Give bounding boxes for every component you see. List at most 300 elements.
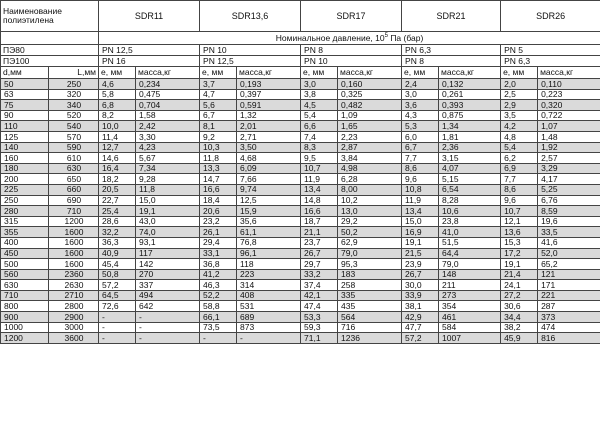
cell-sdr26-mass: 2,57 [538, 153, 600, 164]
cell-sdr13-6-mass: 76,8 [237, 237, 301, 248]
cell-sdr17-mass: 29,2 [338, 216, 402, 227]
cell-sdr13-6-e: 41,2 [200, 269, 237, 280]
cell-sdr13-6-e: 10,3 [200, 142, 237, 153]
cell-l: 590 [49, 142, 99, 153]
cell-d: 900 [1, 312, 49, 323]
cell-sdr26-e: 10,7 [501, 206, 538, 217]
e-header-sdr17: e, мм [301, 67, 338, 79]
cell-sdr21-mass: 51,5 [439, 237, 501, 248]
cell-sdr13-6-mass: 873 [237, 322, 301, 333]
cell-sdr13-6-mass: 314 [237, 280, 301, 291]
cell-sdr21-mass: 1,81 [439, 131, 501, 142]
cell-sdr21-e: 3,6 [402, 100, 439, 111]
cell-sdr13-6-e: 6,7 [200, 110, 237, 121]
cell-l: 2800 [49, 301, 99, 312]
table-row [1, 312, 600, 323]
cell-sdr17-e: 29,7 [301, 259, 338, 270]
table-row [1, 121, 600, 132]
cell-d: 630 [1, 280, 49, 291]
cell-sdr11-e: 40,9 [99, 248, 136, 259]
cell-sdr21-mass: 211 [439, 280, 501, 291]
cell-d: 315 [1, 216, 49, 227]
cell-sdr26-mass: 816 [538, 333, 600, 344]
cell-sdr21-e: 5,3 [402, 121, 439, 132]
cell-sdr21-e: 7,7 [402, 153, 439, 164]
e-header-sdr26: e, мм [501, 67, 538, 79]
cell-sdr13-6-mass: 9,74 [237, 184, 301, 195]
table-row [1, 163, 600, 174]
cell-sdr11-mass: 93,1 [136, 237, 200, 248]
cell-sdr26-e: 24,1 [501, 280, 538, 291]
cell-sdr13-6-e: 14,7 [200, 174, 237, 185]
table-row [1, 142, 600, 153]
pe80-pn-sdr11: PN 12,5 [99, 45, 200, 56]
cell-d: 280 [1, 206, 49, 217]
cell-l: 1600 [49, 259, 99, 270]
table-row [1, 216, 600, 227]
cell-sdr21-mass: 4,07 [439, 163, 501, 174]
table-row [1, 280, 600, 291]
cell-sdr21-mass: 0,132 [439, 79, 501, 90]
cell-l: 710 [49, 206, 99, 217]
cell-sdr11-mass: 642 [136, 301, 200, 312]
cell-sdr26-e: 3,5 [501, 110, 538, 121]
cell-sdr13-6-e: 3,7 [200, 79, 237, 90]
cell-sdr11-mass: 5,67 [136, 153, 200, 164]
cell-sdr17-e: 16,6 [301, 206, 338, 217]
cell-l: 690 [49, 195, 99, 206]
sdr26-header: SDR26 [501, 1, 600, 32]
cell-sdr11-e: 25,4 [99, 206, 136, 217]
cell-sdr17-mass: 1,09 [338, 110, 402, 121]
cell-sdr11-e: 20,5 [99, 184, 136, 195]
cell-l: 2710 [49, 290, 99, 301]
cell-sdr21-e: 11,9 [402, 195, 439, 206]
cell-sdr13-6-e: 4,7 [200, 89, 237, 100]
pe80-pn-sdr21: PN 6,3 [402, 45, 501, 56]
cell-l: 1600 [49, 237, 99, 248]
cell-sdr11-e: 12,7 [99, 142, 136, 153]
pe100-pn-sdr21: PN 8 [402, 56, 501, 67]
cell-sdr13-6-mass: 1,32 [237, 110, 301, 121]
cell-sdr26-mass: 1,48 [538, 131, 600, 142]
mass-header-sdr21: масса,кг [439, 67, 501, 79]
cell-sdr26-mass: 121 [538, 269, 600, 280]
cell-l: 2900 [49, 312, 99, 323]
pe100-pn-sdr26: PN 6,3 [501, 56, 600, 67]
cell-sdr21-mass: 6,54 [439, 184, 501, 195]
cell-sdr21-mass: 148 [439, 269, 501, 280]
cell-sdr13-6-mass: - [237, 333, 301, 344]
cell-sdr17-e: 26,7 [301, 248, 338, 259]
table-row [1, 110, 600, 121]
cell-sdr17-mass: 6,28 [338, 174, 402, 185]
cell-sdr21-e: 19,1 [402, 237, 439, 248]
cell-sdr17-mass: 716 [338, 322, 402, 333]
cell-sdr26-e: 17,2 [501, 248, 538, 259]
cell-sdr17-mass: 335 [338, 290, 402, 301]
cell-sdr21-e: 15,0 [402, 216, 439, 227]
cell-l: 520 [49, 110, 99, 121]
cell-sdr11-mass: 9,28 [136, 174, 200, 185]
table-row [1, 174, 600, 185]
cell-sdr11-mass: 74,0 [136, 227, 200, 238]
cell-sdr17-e: 71,1 [301, 333, 338, 344]
cell-sdr26-e: 6,2 [501, 153, 538, 164]
cell-sdr11-mass: 1,58 [136, 110, 200, 121]
cell-sdr21-e: 10,8 [402, 184, 439, 195]
cell-sdr26-e: 8,6 [501, 184, 538, 195]
cell-sdr26-mass: 3,29 [538, 163, 600, 174]
cell-sdr26-e: 4,8 [501, 131, 538, 142]
cell-d: 355 [1, 227, 49, 238]
cell-sdr13-6-e: 23,2 [200, 216, 237, 227]
cell-sdr21-mass: 64,4 [439, 248, 501, 259]
cell-sdr26-e: 34,4 [501, 312, 538, 323]
cell-sdr21-mass: 23,8 [439, 216, 501, 227]
cell-sdr11-e: 14,6 [99, 153, 136, 164]
cell-sdr11-e: 8,2 [99, 110, 136, 121]
cell-sdr13-6-e: 66,1 [200, 312, 237, 323]
cell-d: 125 [1, 131, 49, 142]
cell-sdr26-e: 27,2 [501, 290, 538, 301]
cell-d: 200 [1, 174, 49, 185]
cell-sdr21-mass: 584 [439, 322, 501, 333]
sdr17-header: SDR17 [301, 1, 402, 32]
cell-sdr13-6-mass: 35,6 [237, 216, 301, 227]
table-row [1, 89, 600, 100]
cell-sdr21-e: 30,0 [402, 280, 439, 291]
cell-sdr21-e: 2,4 [402, 79, 439, 90]
cell-sdr26-mass: 0,223 [538, 89, 600, 100]
cell-sdr21-e: 6,7 [402, 142, 439, 153]
sdr11-header: SDR11 [99, 1, 200, 32]
cell-l: 660 [49, 184, 99, 195]
cell-sdr21-e: 57,2 [402, 333, 439, 344]
cell-sdr13-6-mass: 0,397 [237, 89, 301, 100]
cell-sdr13-6-mass: 689 [237, 312, 301, 323]
cell-l: 540 [49, 121, 99, 132]
cell-d: 800 [1, 301, 49, 312]
cell-sdr17-e: 13,4 [301, 184, 338, 195]
cell-sdr26-e: 6,9 [501, 163, 538, 174]
cell-sdr11-mass: 19,1 [136, 206, 200, 217]
cell-sdr13-6-e: 18,4 [200, 195, 237, 206]
cell-sdr17-mass: 3,84 [338, 153, 402, 164]
cell-d: 400 [1, 237, 49, 248]
cell-sdr11-e: 6,8 [99, 100, 136, 111]
cell-sdr21-mass: 1007 [439, 333, 501, 344]
cell-sdr13-6-mass: 4,68 [237, 153, 301, 164]
e-header-sdr11: e, мм [99, 67, 136, 79]
nominal-pressure-blank [1, 32, 99, 45]
cell-d: 710 [1, 290, 49, 301]
cell-sdr13-6-e: 13,3 [200, 163, 237, 174]
cell-l: 570 [49, 131, 99, 142]
table-row [1, 195, 600, 206]
cell-sdr17-e: 53,3 [301, 312, 338, 323]
nominal-pressure-label: Номинальное давление, $10^5$ Па (бар) [99, 32, 600, 45]
cell-sdr17-e: 18,7 [301, 216, 338, 227]
table-row [1, 269, 600, 280]
cell-sdr13-6-e: 9,2 [200, 131, 237, 142]
cell-sdr26-mass: 474 [538, 322, 600, 333]
cell-l: 650 [49, 174, 99, 185]
cell-sdr21-e: 16,9 [402, 227, 439, 238]
cell-sdr17-e: 10,7 [301, 163, 338, 174]
table-row [1, 131, 600, 142]
cell-sdr11-e: 22,7 [99, 195, 136, 206]
cell-sdr11-mass: - [136, 333, 200, 344]
cell-sdr13-6-mass: 408 [237, 290, 301, 301]
cell-sdr11-e: 16,4 [99, 163, 136, 174]
cell-sdr21-e: 8,6 [402, 163, 439, 174]
cell-d: 450 [1, 248, 49, 259]
cell-sdr21-e: 4,3 [402, 110, 439, 121]
cell-sdr11-e: 72,6 [99, 301, 136, 312]
l-header: L,мм [49, 67, 99, 79]
cell-sdr21-mass: 10,6 [439, 206, 501, 217]
cell-sdr26-mass: 0,320 [538, 100, 600, 111]
cell-sdr21-mass: 0,393 [439, 100, 501, 111]
cell-sdr13-6-e: 26,1 [200, 227, 237, 238]
cell-sdr26-e: 38,2 [501, 322, 538, 333]
cell-sdr17-e: 59,3 [301, 322, 338, 333]
cell-sdr11-e: - [99, 333, 136, 344]
cell-sdr17-mass: 1,65 [338, 121, 402, 132]
cell-sdr21-mass: 79,0 [439, 259, 501, 270]
cell-l: 320 [49, 89, 99, 100]
cell-sdr11-mass: 7,34 [136, 163, 200, 174]
cell-sdr17-mass: 8,00 [338, 184, 402, 195]
cell-sdr11-mass: 117 [136, 248, 200, 259]
cell-sdr21-mass: 354 [439, 301, 501, 312]
cell-sdr11-mass: 3,30 [136, 131, 200, 142]
cell-sdr13-6-e: 58,8 [200, 301, 237, 312]
cell-sdr11-mass: 0,475 [136, 89, 200, 100]
cell-d: 90 [1, 110, 49, 121]
sdr21-header: SDR21 [402, 1, 501, 32]
cell-sdr26-e: 5,4 [501, 142, 538, 153]
cell-sdr11-mass: 0,704 [136, 100, 200, 111]
cell-sdr26-e: 45,9 [501, 333, 538, 344]
cell-sdr17-mass: 0,160 [338, 79, 402, 90]
cell-d: 500 [1, 259, 49, 270]
cell-sdr11-e: - [99, 322, 136, 333]
cell-sdr21-e: 23,9 [402, 259, 439, 270]
cell-sdr26-e: 4,2 [501, 121, 538, 132]
cell-sdr21-mass: 3,15 [439, 153, 501, 164]
pe80-pn-sdr26: PN 5 [501, 45, 600, 56]
cell-sdr13-6-e: 36,8 [200, 259, 237, 270]
cell-sdr21-e: 3,0 [402, 89, 439, 100]
cell-d: 140 [1, 142, 49, 153]
cell-sdr13-6-e: 29,4 [200, 237, 237, 248]
cell-d: 560 [1, 269, 49, 280]
cell-sdr26-e: 7,7 [501, 174, 538, 185]
cell-sdr11-mass: 4,23 [136, 142, 200, 153]
cell-sdr13-6-mass: 2,01 [237, 121, 301, 132]
cell-sdr13-6-mass: 0,591 [237, 100, 301, 111]
table-row [1, 184, 600, 195]
cell-l: 3600 [49, 333, 99, 344]
e-header-sdr13-6: e, мм [200, 67, 237, 79]
cell-sdr11-e: 5,8 [99, 89, 136, 100]
cell-sdr11-mass: 2,42 [136, 121, 200, 132]
cell-sdr13-6-e: 8,1 [200, 121, 237, 132]
cell-sdr13-6-e: 16,6 [200, 184, 237, 195]
cell-sdr21-mass: 5,15 [439, 174, 501, 185]
cell-sdr13-6-e: 52,2 [200, 290, 237, 301]
cell-sdr21-e: 9,6 [402, 174, 439, 185]
cell-sdr21-mass: 0,261 [439, 89, 501, 100]
cell-l: 340 [49, 100, 99, 111]
material-header: Наименование полиэтилена [1, 1, 99, 32]
cell-sdr13-6-e: 73,5 [200, 322, 237, 333]
cell-d: 1200 [1, 333, 49, 344]
cell-sdr17-e: 5,4 [301, 110, 338, 121]
cell-sdr13-6-e: 11,8 [200, 153, 237, 164]
cell-sdr26-mass: 19,6 [538, 216, 600, 227]
cell-sdr13-6-mass: 0,193 [237, 79, 301, 90]
cell-sdr11-mass: 142 [136, 259, 200, 270]
cell-sdr13-6-mass: 118 [237, 259, 301, 270]
pe100-pn-sdr11: PN 16 [99, 56, 200, 67]
table-row [1, 333, 600, 344]
e-header-sdr21: e, мм [402, 67, 439, 79]
cell-sdr26-mass: 171 [538, 280, 600, 291]
cell-sdr11-e: 64,5 [99, 290, 136, 301]
cell-sdr17-e: 42,1 [301, 290, 338, 301]
cell-d: 75 [1, 100, 49, 111]
cell-sdr13-6-mass: 61,1 [237, 227, 301, 238]
cell-sdr21-e: 26,7 [402, 269, 439, 280]
cell-l: 3000 [49, 322, 99, 333]
table-row [1, 290, 600, 301]
cell-sdr13-6-mass: 96,1 [237, 248, 301, 259]
cell-l: 2360 [49, 269, 99, 280]
pe80-pn-sdr17: PN 8 [301, 45, 402, 56]
cell-sdr13-6-e: 5,6 [200, 100, 237, 111]
table-row [1, 153, 600, 164]
cell-sdr21-e: 6,0 [402, 131, 439, 142]
cell-sdr21-mass: 41,0 [439, 227, 501, 238]
cell-sdr26-mass: 0,110 [538, 79, 600, 90]
cell-sdr26-mass: 65,2 [538, 259, 600, 270]
cell-l: 1600 [49, 227, 99, 238]
cell-sdr11-mass: 43,0 [136, 216, 200, 227]
cell-sdr26-e: 12,1 [501, 216, 538, 227]
cell-sdr21-mass: 8,28 [439, 195, 501, 206]
cell-sdr17-e: 3,8 [301, 89, 338, 100]
cell-d: 1000 [1, 322, 49, 333]
cell-sdr13-6-mass: 531 [237, 301, 301, 312]
cell-sdr17-e: 21,1 [301, 227, 338, 238]
cell-sdr17-e: 6,6 [301, 121, 338, 132]
cell-sdr13-6-mass: 3,50 [237, 142, 301, 153]
cell-sdr17-mass: 95,3 [338, 259, 402, 270]
cell-sdr17-mass: 2,23 [338, 131, 402, 142]
cell-sdr13-6-e: 20,6 [200, 206, 237, 217]
cell-d: 180 [1, 163, 49, 174]
cell-sdr26-mass: 4,17 [538, 174, 600, 185]
table-row [1, 322, 600, 333]
cell-d: 250 [1, 195, 49, 206]
d-header: d,мм [1, 67, 49, 79]
pe100-pn-sdr17: PN 10 [301, 56, 402, 67]
cell-sdr26-mass: 52,0 [538, 248, 600, 259]
mass-header-sdr26: масса,кг [538, 67, 600, 79]
cell-sdr17-mass: 2,87 [338, 142, 402, 153]
cell-sdr26-e: 15,3 [501, 237, 538, 248]
cell-sdr17-mass: 0,482 [338, 100, 402, 111]
sdr13-6-header: SDR13,6 [200, 1, 301, 32]
table-row [1, 227, 600, 238]
cell-sdr11-mass: - [136, 312, 200, 323]
cell-sdr26-e: 2,5 [501, 89, 538, 100]
cell-sdr26-mass: 0,722 [538, 110, 600, 121]
cell-sdr11-mass: 15,0 [136, 195, 200, 206]
table-row [1, 301, 600, 312]
cell-sdr26-e: 30,6 [501, 301, 538, 312]
pe80-pn-sdr13-6: PN 10 [200, 45, 301, 56]
cell-sdr17-mass: 62,9 [338, 237, 402, 248]
cell-sdr26-e: 2,9 [501, 100, 538, 111]
cell-d: 160 [1, 153, 49, 164]
cell-sdr17-mass: 79,0 [338, 248, 402, 259]
cell-sdr21-mass: 273 [439, 290, 501, 301]
cell-sdr26-e: 13,6 [501, 227, 538, 238]
cell-sdr26-e: 21,4 [501, 269, 538, 280]
cell-sdr21-e: 33,9 [402, 290, 439, 301]
cell-sdr26-mass: 1,92 [538, 142, 600, 153]
cell-sdr17-e: 14,8 [301, 195, 338, 206]
cell-sdr11-e: 18,2 [99, 174, 136, 185]
cell-sdr17-e: 33,2 [301, 269, 338, 280]
cell-sdr11-e: 4,6 [99, 79, 136, 90]
cell-sdr21-e: 38,1 [402, 301, 439, 312]
cell-sdr21-mass: 0,875 [439, 110, 501, 121]
cell-sdr26-mass: 1,07 [538, 121, 600, 132]
cell-sdr13-6-e: 33,1 [200, 248, 237, 259]
cell-sdr17-e: 23,7 [301, 237, 338, 248]
mass-header-sdr11: масса,кг [136, 67, 200, 79]
cell-sdr13-6-mass: 2,71 [237, 131, 301, 142]
cell-sdr21-e: 42,9 [402, 312, 439, 323]
cell-sdr21-mass: 2,36 [439, 142, 501, 153]
mass-header-sdr17: масса,кг [338, 67, 402, 79]
cell-sdr11-e: - [99, 312, 136, 323]
cell-d: 225 [1, 184, 49, 195]
cell-sdr17-mass: 0,325 [338, 89, 402, 100]
cell-sdr11-mass: 337 [136, 280, 200, 291]
cell-sdr17-mass: 564 [338, 312, 402, 323]
cell-sdr13-6-mass: 12,5 [237, 195, 301, 206]
pe80-label: ПЭ80 [1, 45, 99, 56]
cell-sdr17-mass: 50,2 [338, 227, 402, 238]
cell-sdr26-mass: 287 [538, 301, 600, 312]
cell-sdr13-6-mass: 7,66 [237, 174, 301, 185]
cell-l: 1200 [49, 216, 99, 227]
cell-sdr17-e: 11,9 [301, 174, 338, 185]
table-row [1, 237, 600, 248]
cell-sdr11-e: 57,2 [99, 280, 136, 291]
cell-sdr21-e: 13,4 [402, 206, 439, 217]
cell-sdr13-6-mass: 15,9 [237, 206, 301, 217]
table-row [1, 248, 600, 259]
cell-l: 1600 [49, 248, 99, 259]
pe100-pn-sdr13-6: PN 12,5 [200, 56, 301, 67]
